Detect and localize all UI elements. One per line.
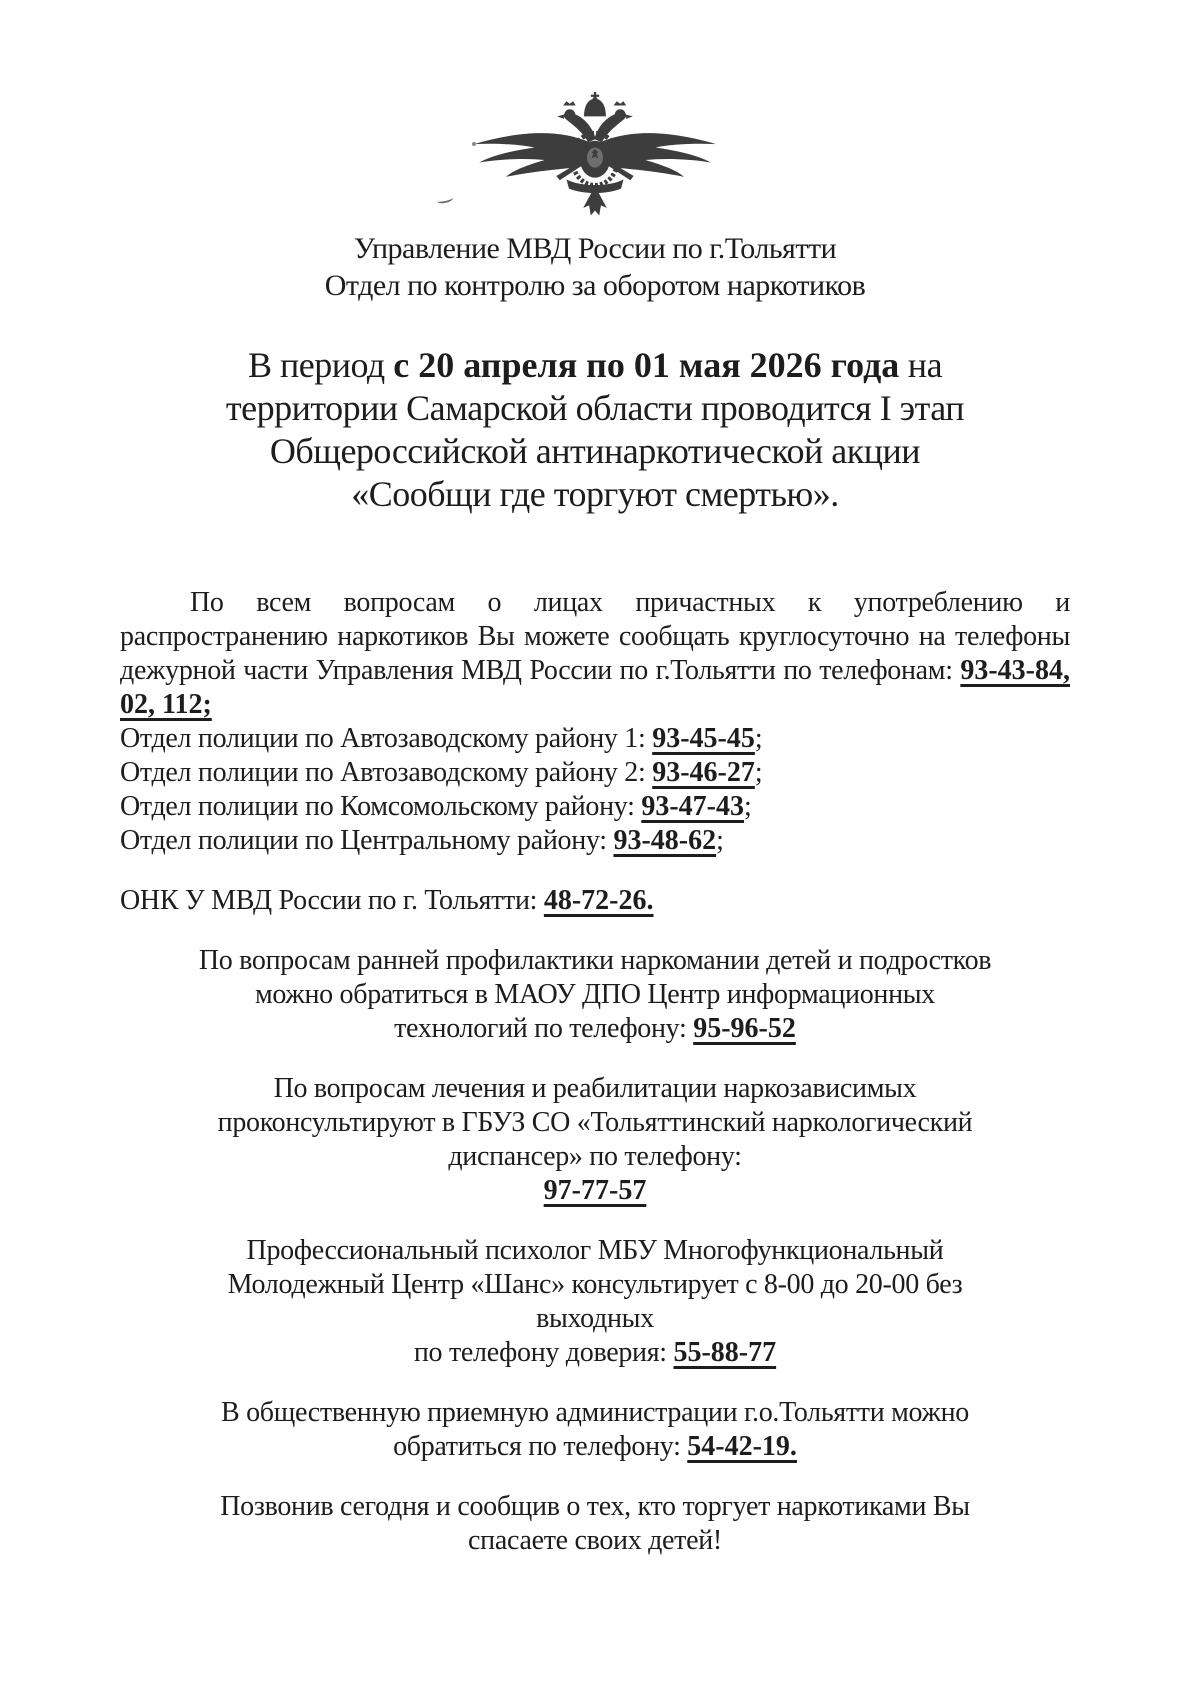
police-dept-avtozavodsky-2 <box>120 756 1070 790</box>
phone-number: 93-46-27 <box>652 757 755 788</box>
police-dept-centralny <box>120 824 1070 858</box>
police-dept-avtozavodsky-1 <box>120 722 1070 756</box>
text-line <box>120 1174 1070 1208</box>
title-line <box>120 473 1070 516</box>
spacer-6 <box>120 1464 1070 1490</box>
phone-number: 93-47-43 <box>641 791 744 822</box>
spacer-2 <box>120 918 1070 944</box>
duty-unit-paragraph <box>120 586 1070 722</box>
emblem-area <box>120 92 1070 218</box>
text-segment: территории Самарской области проводится I этап <box>225 388 965 428</box>
text-segment: По всем вопросам о лицах причастных к употреблению и распространению наркотиков Вы можете сообщать круглосуточно на телефоны дежурной части Управления МВД России по г.Тольятти по телефонам: <box>120 587 1070 686</box>
title-line <box>120 430 1070 473</box>
title-line <box>120 344 1070 387</box>
closing-appeal <box>120 1490 1070 1558</box>
text-segment: Общероссийской антинаркотической акции <box>269 431 921 471</box>
text-line <box>120 1302 1070 1336</box>
text-line <box>120 722 1070 756</box>
text-line <box>120 790 1070 824</box>
text-line <box>120 1234 1070 1268</box>
text-segment: По вопросам ранней профилактики наркомании детей и подростков <box>198 945 992 976</box>
psychologist-paragraph <box>120 1234 1070 1370</box>
text-line <box>120 944 1070 978</box>
spacer-5 <box>120 1370 1070 1396</box>
text-line <box>120 756 1070 790</box>
spacer-4 <box>120 1208 1070 1234</box>
phone-number: 55-88-77 <box>673 1337 777 1368</box>
text-segment: технологий по телефону: <box>394 1013 694 1044</box>
document-body <box>120 586 1070 1558</box>
text-line <box>120 1430 1070 1464</box>
text-line <box>120 884 1070 918</box>
text-segment: диспансер» по телефону: <box>448 1141 742 1172</box>
treatment-paragraph <box>120 1072 1070 1208</box>
text-segment: Позвонив сегодня и сообщив о тех, кто торгует наркотиками Вы <box>220 1491 970 1522</box>
org-line-1: Управление МВД России по г.Тольятти <box>353 232 837 265</box>
text-segment: можно обратиться в МАОУ ДПО Центр информационных <box>255 979 935 1010</box>
text-segment: В общественную приемную администрации г.о.Тольятти можно <box>221 1397 969 1428</box>
scan-artifact <box>436 194 453 204</box>
text-line <box>120 1072 1070 1106</box>
text-segment: ; <box>716 825 724 856</box>
text-segment: на <box>899 345 943 385</box>
spacer-1 <box>120 858 1070 884</box>
text-segment: По вопросам лечения и реабилитации наркозависимых <box>273 1073 917 1104</box>
text-segment: ; <box>743 791 752 822</box>
text-line <box>120 1268 1070 1302</box>
text-line <box>120 1490 1070 1524</box>
police-dept-komsomolsky <box>120 790 1070 824</box>
text-line <box>120 1140 1070 1174</box>
prevention-paragraph <box>120 944 1070 1046</box>
phone-number: 95-96-52 <box>693 1013 796 1044</box>
phone-number: 48-72-26. <box>543 885 654 916</box>
text-segment: Отдел полиции по Центральному району: <box>120 825 614 856</box>
text-segment: «Сообщи где торгуют смертью». <box>351 474 839 514</box>
text-segment: ; <box>754 757 763 788</box>
text-segment: с 20 апреля по 01 мая 2026 года <box>393 345 900 385</box>
text-segment: по телефону доверия: <box>413 1337 674 1368</box>
text-segment: В период <box>247 345 394 385</box>
text-segment: Отдел полиции по Автозаводскому району 2: <box>120 757 653 788</box>
text-segment: ОНК У МВД России по г. Тольятти: <box>120 885 544 916</box>
text-line <box>120 824 1070 858</box>
text-line <box>120 1012 1070 1046</box>
phone-number: 93-45-45 <box>652 723 755 754</box>
text-segment: Отдел полиции по Комсомольскому району: <box>120 791 642 822</box>
text-segment: ; <box>754 723 763 754</box>
org-line-2: Отдел по контролю за оборотом наркотиков <box>324 269 866 302</box>
organization-header <box>120 230 1070 304</box>
text-line <box>120 1396 1070 1430</box>
text-segment: выходных <box>536 1303 654 1334</box>
phone-number: 93-48-62 <box>613 825 717 856</box>
text-line <box>120 1106 1070 1140</box>
mvd-double-headed-eagle-icon <box>464 92 726 218</box>
text-segment: Отдел полиции по Автозаводскому району 1: <box>120 723 653 754</box>
text-segment: Профессиональный психолог МБУ Многофункциональный <box>246 1235 944 1266</box>
text-line <box>120 1336 1070 1370</box>
title-line <box>120 387 1070 430</box>
phone-number: 93-43-84, 02, 112; <box>120 655 1070 720</box>
scan-artifact <box>472 142 476 146</box>
onk-line <box>120 884 1070 918</box>
text-segment: Молодежный Центр «Шанс» консультирует с 8-00 до 20-00 без <box>227 1269 963 1300</box>
phone-number: 54-42-19. <box>687 1431 797 1462</box>
admin-reception-paragraph <box>120 1396 1070 1464</box>
text-line <box>120 1524 1070 1558</box>
text-segment: проконсультируют в ГБУЗ СО «Тольяттинский наркологический <box>217 1107 973 1138</box>
text-segment: спасаете своих детей! <box>468 1525 722 1556</box>
text-line <box>120 978 1070 1012</box>
text-segment: обратиться по телефону: <box>393 1431 688 1462</box>
spacer-3 <box>120 1046 1070 1072</box>
campaign-title <box>120 344 1070 516</box>
phone-number: 97-77-57 <box>543 1175 647 1206</box>
